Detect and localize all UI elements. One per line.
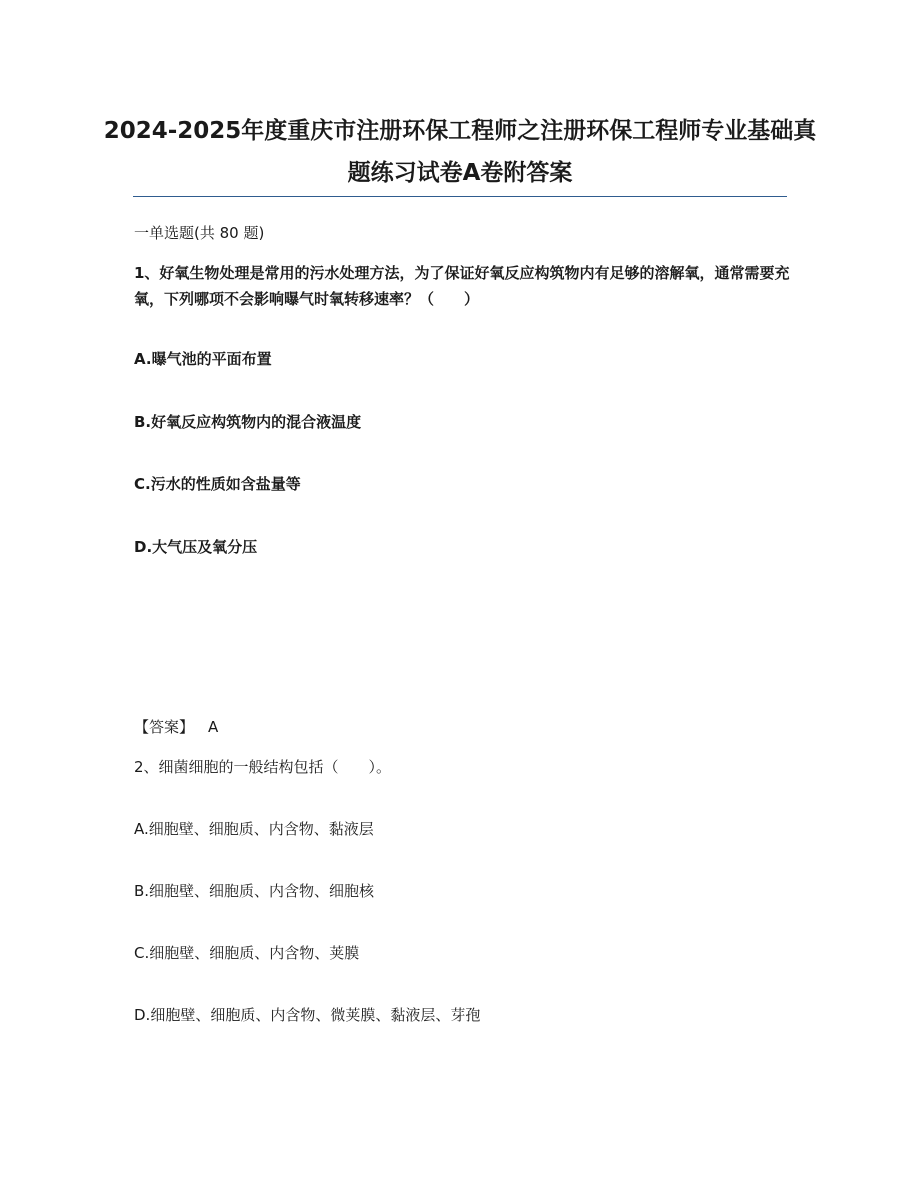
question-1-option-b: B.好氧反应构筑物内的混合液温度 <box>134 413 362 431</box>
question-1-option-a: A.曝气池的平面布置 <box>134 350 272 368</box>
title-divider <box>133 196 787 197</box>
question-1-answer <box>134 717 218 737</box>
question-1-option-c: C.污水的性质如含盐量等 <box>134 475 301 493</box>
answer-label: 【答案】 <box>134 718 195 736</box>
section-heading: 一单选题(共 80 题) <box>134 224 265 242</box>
question-1-option-d: D.大气压及氧分压 <box>134 538 258 556</box>
question-2-option-a: A.细胞壁、细胞质、内含物、黏液层 <box>134 820 374 838</box>
question-1-stem: 1、好氧生物处理是常用的污水处理方法，为了保证好氧反应构筑物内有足够的溶解氧，通常需要充氧，下列哪项不会影响曝气时氧转移速率？（ ） <box>134 264 790 308</box>
page-title: 2024-2025年度重庆市注册环保工程师之注册环保工程师专业基础真题练习试卷A卷附答案 <box>103 118 817 186</box>
question-2-option-b: B.细胞壁、细胞质、内含物、细胞核 <box>134 882 375 900</box>
answer-value: A <box>208 718 219 736</box>
question-2-option-c: C.细胞壁、细胞质、内含物、荚膜 <box>134 944 360 962</box>
question-2-stem: 2、细菌细胞的一般结构包括（ ）。 <box>134 758 392 776</box>
question-2-option-d: D.细胞壁、细胞质、内含物、微荚膜、黏液层、芽孢 <box>134 1006 481 1024</box>
